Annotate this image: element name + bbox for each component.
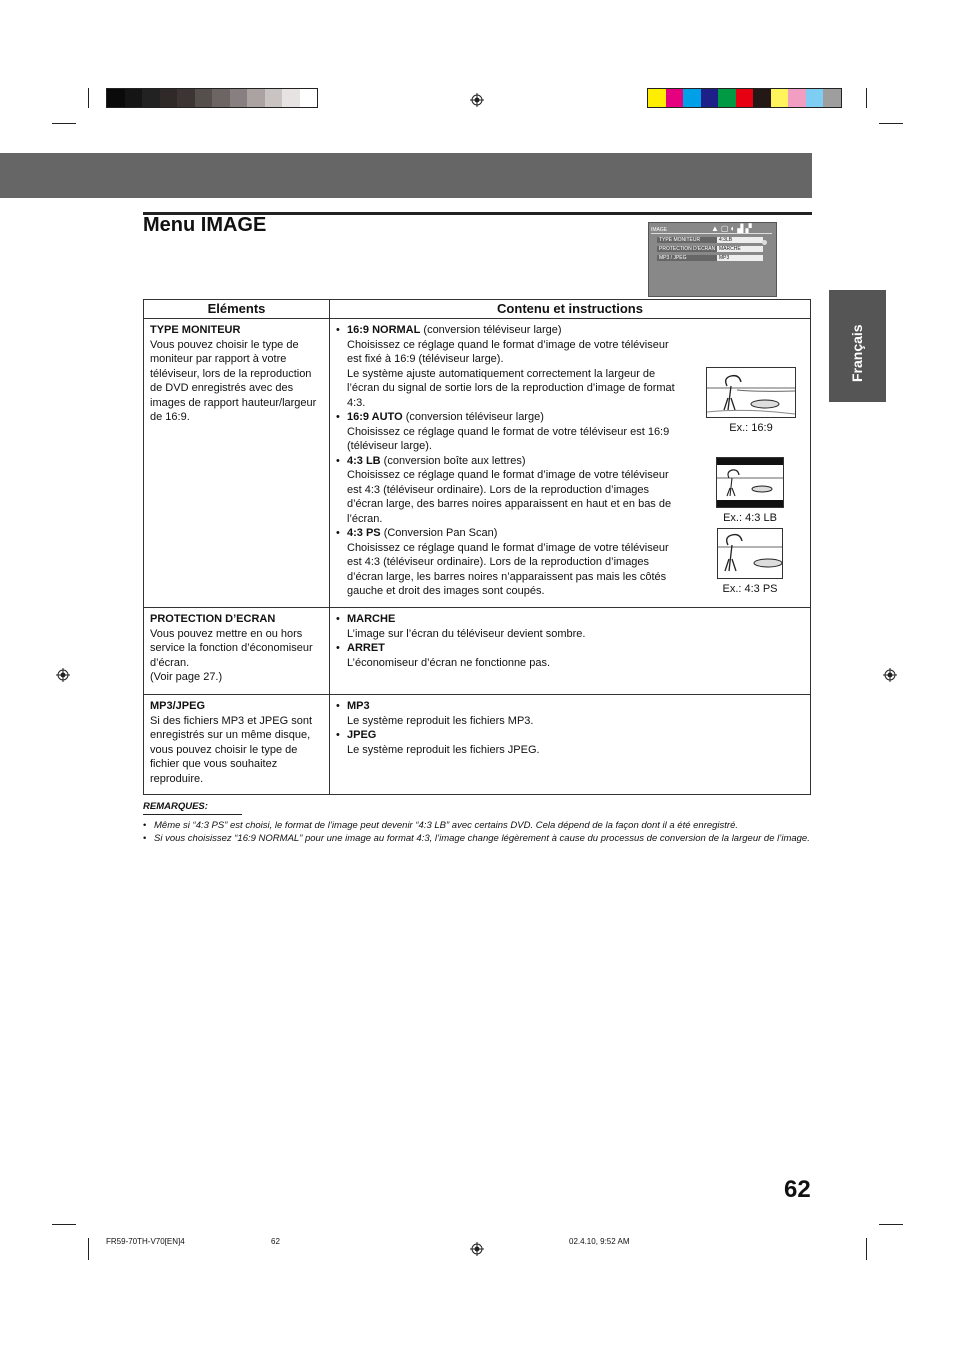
table-header-row bbox=[144, 300, 811, 319]
registration-mark-icon bbox=[470, 1242, 484, 1256]
crop-mark bbox=[866, 88, 867, 108]
osd-row-label: MP3 / JPEG bbox=[659, 255, 687, 261]
color-swatch bbox=[195, 89, 213, 107]
color-swatch bbox=[648, 89, 666, 107]
figure-caption: Ex.: 4:3 PS bbox=[722, 583, 778, 595]
content-cell bbox=[330, 695, 811, 795]
option-name: JPEG bbox=[347, 729, 377, 741]
list-item bbox=[336, 612, 804, 641]
crop-mark bbox=[52, 1224, 76, 1225]
header-band bbox=[0, 153, 812, 198]
option-note: (conversion boîte aux lettres) bbox=[380, 454, 526, 467]
color-swatch bbox=[753, 89, 771, 107]
footer-file: FR59-70TH-V70[EN]4 bbox=[106, 1237, 185, 1246]
color-swatch bbox=[771, 89, 789, 107]
color-swatch bbox=[823, 89, 841, 107]
content-cell bbox=[330, 608, 811, 695]
color-swatch bbox=[142, 89, 160, 107]
option-description: Choisissez ce réglage quand le format d’image de votre téléviseur est fixé à 16:9 (téléviseur large). Le système ajuste automatiquement correctement la largeur de l’écran du signal de sortie lors de la reproduction d’image de format 4:3. bbox=[347, 338, 675, 409]
crop-mark bbox=[879, 123, 903, 124]
color-swatch bbox=[230, 89, 248, 107]
content-cell bbox=[330, 319, 811, 608]
list-item bbox=[336, 699, 804, 728]
list-item bbox=[336, 454, 676, 527]
figure-caption: Ex.: 16:9 bbox=[729, 422, 773, 434]
column-header: Contenu et instructions bbox=[330, 300, 811, 319]
osd-row-value: MARCHE bbox=[717, 246, 763, 252]
option-name: 16:9 NORMAL bbox=[347, 324, 421, 336]
footer-page: 62 bbox=[271, 1237, 280, 1246]
page-title: Menu IMAGE bbox=[143, 214, 267, 236]
osd-row bbox=[657, 237, 763, 243]
registration-mark-icon bbox=[883, 668, 897, 682]
option-name: 4:3 PS bbox=[347, 527, 381, 539]
language-tab-label: Français bbox=[849, 324, 865, 382]
osd-menu-screen bbox=[648, 222, 777, 297]
color-swatch bbox=[247, 89, 265, 107]
figure-4-3-lb bbox=[715, 457, 785, 526]
color-swatch bbox=[177, 89, 195, 107]
color-swatch bbox=[160, 89, 178, 107]
osd-title: IMAGE bbox=[651, 227, 668, 233]
page-number: 62 bbox=[784, 1176, 811, 1203]
color-swatch bbox=[701, 89, 719, 107]
figure-caption: Ex.: 4:3 LB bbox=[723, 512, 777, 524]
osd-row bbox=[657, 255, 763, 261]
crop-mark bbox=[866, 1238, 867, 1260]
osd-divider bbox=[651, 233, 772, 234]
osd-row bbox=[657, 246, 763, 252]
beach-image-16-9 bbox=[706, 367, 796, 418]
table-row bbox=[144, 319, 811, 608]
table-row bbox=[144, 695, 811, 795]
crop-mark bbox=[52, 123, 76, 124]
list-item bbox=[336, 323, 676, 410]
element-description: Si des fichiers MP3 et JPEG sont enregistrés sur un même disque, vous pouvez choisir le type de fichier que vous souhaitez reproduire. bbox=[150, 714, 313, 785]
option-name: 4:3 LB bbox=[347, 454, 381, 467]
option-name: MP3 bbox=[347, 700, 370, 712]
list-item bbox=[336, 526, 676, 599]
crop-mark bbox=[879, 1224, 903, 1225]
option-description: Le système reproduit les fichiers MP3. bbox=[347, 714, 534, 727]
option-description: Choisissez ce réglage quand le format d’image de votre téléviseur est 4:3 (téléviseur ordinaire). Lors de la reproduction d’images d’écran large, des barres noires apparaissent en haut et en bas de l’écran. bbox=[347, 469, 672, 525]
element-title: PROTECTION D’ECRAN bbox=[150, 613, 276, 625]
language-tab bbox=[829, 290, 886, 402]
color-swatch bbox=[788, 89, 806, 107]
color-swatch bbox=[107, 89, 125, 107]
color-swatch bbox=[683, 89, 701, 107]
list-item: • Si vous choisissez “16:9 NORMAL” pour une image au format 4:3, l’image change légèrement à cause du processus de conversion de la largeur de l’image. bbox=[143, 832, 811, 846]
option-list bbox=[336, 699, 804, 757]
crop-mark bbox=[88, 88, 89, 108]
osd-row-value: MP3 bbox=[717, 255, 763, 261]
registration-mark-icon bbox=[56, 668, 70, 682]
color-bar bbox=[647, 88, 842, 108]
element-description: Vous pouvez choisir le type de moniteur par rapport à votre téléviseur, lors de la reproduction de DVD enregistrés avec des images de rapport hauteur/largeur de 16:9. bbox=[150, 338, 317, 423]
option-description: Le système reproduit les fichiers JPEG. bbox=[347, 743, 540, 756]
grayscale-color-bar bbox=[106, 88, 318, 108]
color-swatch bbox=[736, 89, 754, 107]
figure-4-3-ps bbox=[715, 528, 785, 597]
color-swatch bbox=[125, 89, 143, 107]
color-swatch bbox=[718, 89, 736, 107]
figure-16-9 bbox=[706, 367, 796, 436]
footer-timestamp: 02.4.10, 9:52 AM bbox=[569, 1237, 630, 1246]
settings-table bbox=[143, 299, 811, 795]
option-name: 16:9 AUTO bbox=[347, 411, 403, 423]
element-cell bbox=[144, 319, 330, 608]
beach-image-4-3-lb bbox=[716, 457, 784, 508]
osd-cursor-icon bbox=[762, 240, 767, 245]
option-list bbox=[336, 323, 676, 599]
option-list bbox=[336, 612, 804, 670]
element-cell bbox=[144, 695, 330, 795]
option-name: ARRET bbox=[347, 642, 385, 654]
crop-mark bbox=[88, 1238, 89, 1260]
color-swatch bbox=[300, 89, 318, 107]
color-swatch bbox=[666, 89, 684, 107]
color-swatch bbox=[212, 89, 230, 107]
registration-mark-icon bbox=[470, 93, 484, 107]
option-description: L’image sur l’écran du téléviseur devient sombre. bbox=[347, 627, 586, 640]
list-item bbox=[336, 410, 676, 454]
column-header: Eléments bbox=[144, 300, 330, 319]
beach-image-4-3-ps bbox=[717, 528, 783, 579]
element-cell bbox=[144, 608, 330, 695]
color-swatch bbox=[282, 89, 300, 107]
option-description: Choisissez ce réglage quand le format de votre téléviseur est 16:9 (téléviseur large). bbox=[347, 425, 670, 452]
remarks bbox=[143, 800, 811, 846]
option-description: L’économiseur d’écran ne fonctionne pas. bbox=[347, 656, 551, 669]
remarks-list bbox=[143, 819, 811, 846]
option-note: (conversion téléviseur large) bbox=[420, 324, 562, 336]
element-description: Vous pouvez mettre en ou hors service la fonction d’économiseur d’écran. (Voir page 27.) bbox=[150, 627, 313, 683]
option-name: MARCHE bbox=[347, 613, 396, 625]
osd-menu-icons: ▲▢◐▟▞ bbox=[711, 224, 754, 233]
remarks-title: REMARQUES: bbox=[143, 800, 242, 815]
list-item: • Même si “4:3 PS” est choisi, le format de l’image peut devenir “4:3 LB” avec certains DVD. Cela dépend de la façon dont il a été enregistré. bbox=[143, 819, 811, 833]
list-item bbox=[336, 641, 804, 670]
option-description: Choisissez ce réglage quand le format d’image de votre téléviseur est 4:3 (téléviseur ordinaire). Lors de la reproduction d’images d’écran large, les barres noires n’apparaissent pas mais les côtés gauche et droit des images sont coupés. bbox=[347, 541, 669, 597]
element-title: TYPE MONITEUR bbox=[150, 324, 241, 336]
osd-row-label: TYPE MONITEUR bbox=[659, 237, 701, 243]
osd-row-value: 4:3LB bbox=[717, 237, 763, 243]
osd-row-label: PROTECTION D'ECRAN bbox=[659, 246, 716, 252]
table-row bbox=[144, 608, 811, 695]
list-item bbox=[336, 728, 804, 757]
option-note: (conversion téléviseur large) bbox=[402, 411, 544, 423]
color-swatch bbox=[806, 89, 824, 107]
option-note: (Conversion Pan Scan) bbox=[380, 527, 498, 539]
color-swatch bbox=[265, 89, 283, 107]
element-title: MP3/JPEG bbox=[150, 700, 206, 712]
